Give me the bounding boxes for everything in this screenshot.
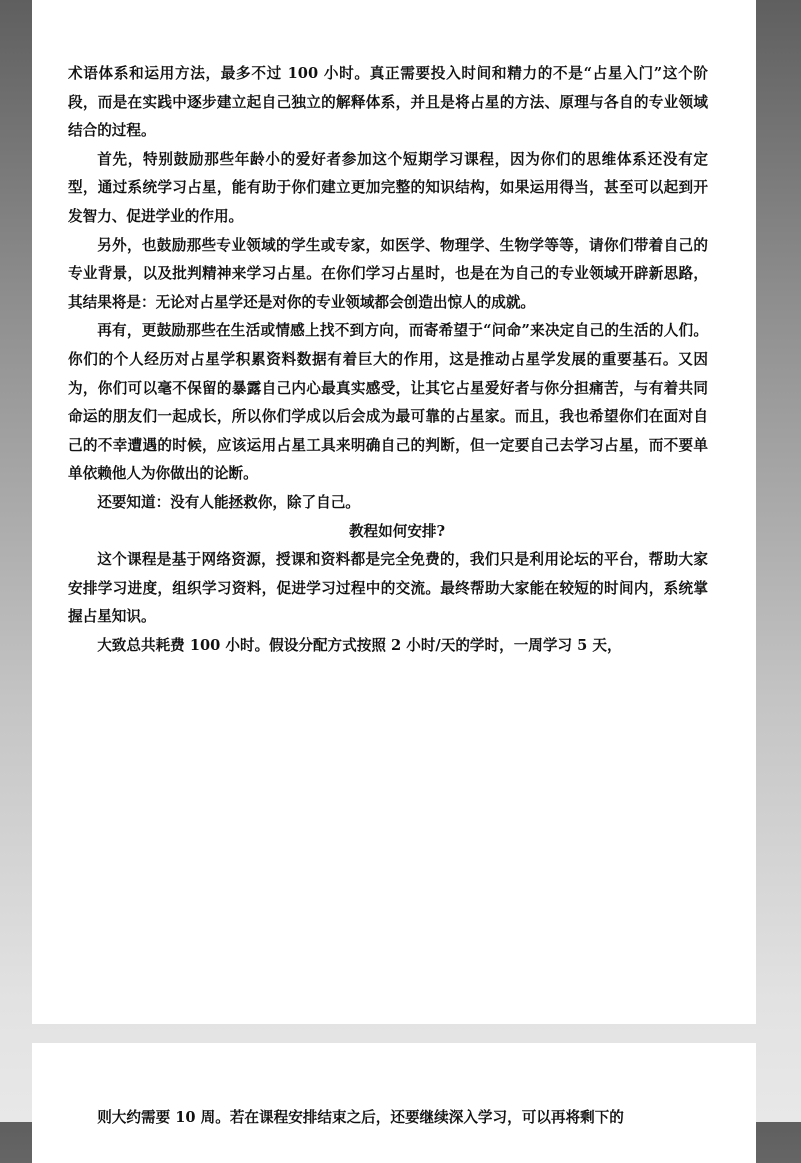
paragraph-life-direction: 再有，更鼓励那些在生活或情感上找不到方向，而寄希望于“问命”来决定自己的生活的人们。你们的个人经历对占星学积累资料数据有着巨大的作用，这是推动占星学发展的重要基石。又因为，你们可以毫不保留的暴露自己内心最真实感受，让其它占星爱好者与你分担痛苦，与有着共同命运的朋友们一起成长，所以你们学成以后会成为最可靠的占星家。而且，我也希望你们在面对自己的不幸遭遇的时候，应该运用占星工具来明确自己的判断，但一定要自己去学习占星，而不要单单依赖他人为你做出的论断。 <box>68 322 708 483</box>
section-heading: 教程如何安排? <box>348 522 446 540</box>
document-page-1 <box>32 0 756 1024</box>
paragraph-young-learners: 首先，特别鼓励那些年龄小的爱好者参加这个短期学习课程，因为你们的思维体系还没有定型，通过系统学习占星，能有助于你们建立更加完整的知识结构，如果运用得当，甚至可以起到开发智力、促进学业的作用。 <box>68 150 708 225</box>
paragraph-professionals: 另外，也鼓励那些专业领域的学生或专家，如医学、物理学、生物学等等，请你们带着自己的专业背景，以及批判精神来学习占星。在你们学习占星时，也是在为自己的专业领域开辟新思路，其结果将是：无论对占星学还是对你的专业领域都会创造出惊人的成就。 <box>68 236 708 311</box>
paragraph-intro-continued: 术语体系和运用方法，最多不过 100 小时。真正需要投入时间和精力的不是“占星入门”这个阶段，而是在实践中逐步建立起自己独立的解释体系，并且是将占星的方法、原理与各自的专业领域结合的过程。 <box>68 65 708 140</box>
paragraph-page2-partial: 则大约需要 10 周。若在课程安排结束之后，还要继续深入学习，可以再将剩下的 <box>97 1109 624 1126</box>
document-page-2 <box>32 1043 756 1163</box>
paragraph-course-resources: 这个课程是基于网络资源，授课和资料都是完全免费的，我们只是利用论坛的平台，帮助大家安排学习进度，组织学习资料，促进学习过程中的交流。最终帮助大家能在较短的时间内，系统掌握占星知识。 <box>68 551 708 626</box>
paragraph-time-allocation: 大致总共耗费 100 小时。假设分配方式按照 2 小时/天的学时，一周学习 5 天， <box>97 636 622 654</box>
paragraph-self-rescue: 还要知道：没有人能拯救你，除了自己。 <box>97 493 360 511</box>
